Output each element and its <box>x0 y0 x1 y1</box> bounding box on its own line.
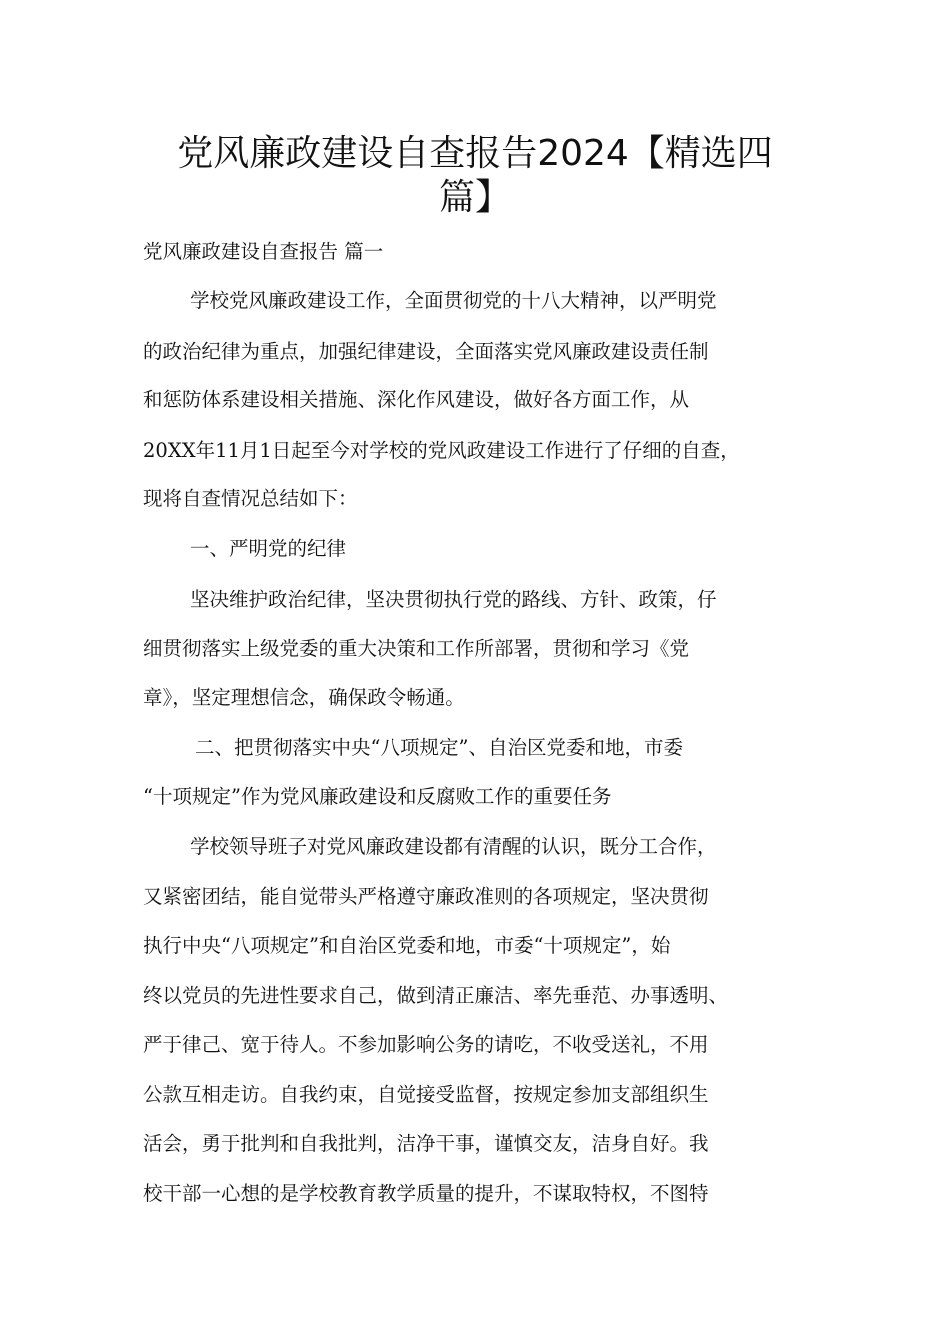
paragraph-line: 又紧密团结，能自觉带头严格遵守廉政准则的各项规定，坚决贯彻 <box>143 885 709 908</box>
section-heading: 党风廉政建设自查报告 篇一 <box>143 240 384 263</box>
paragraph-line: 现将自查情况总结如下： <box>143 487 358 510</box>
paragraph-line: 和惩防体系建设相关措施、深化作风建设，做好各方面工作，从 <box>143 388 690 411</box>
paragraph-line: 20XX年11月1日起至今对学校的党风政建设工作进行了仔细的自查， <box>143 439 740 462</box>
subsection-heading: 一、严明党的纪律 <box>190 537 347 560</box>
paragraph-line: 学校领导班子对党风廉政建设都有清醒的认识，既分工合作， <box>190 835 717 858</box>
paragraph-line: 细贯彻落实上级党委的重大决策和工作所部署，贯彻和学习《党 <box>143 637 690 660</box>
document-title-line-2: 篇】 <box>438 177 511 218</box>
paragraph-line: 活会，勇于批判和自我批判，洁净干事，谨慎交友，洁身自好。我 <box>143 1132 709 1155</box>
paragraph-line: 章》，坚定理想信念，确保政令畅通。 <box>143 686 465 709</box>
subsection-heading: 二、把贯彻落实中央“八项规定”、自治区党委和地，市委 <box>195 736 683 759</box>
paragraph-line: 的政治纪律为重点，加强纪律建设，全面落实党风廉政建设责任制 <box>143 340 709 363</box>
paragraph-line: 学校党风廉政建设工作，全面贯彻党的十八大精神，以严明党 <box>190 289 717 312</box>
paragraph-line: 公款互相走访。自我约束，自觉接受监督，按规定参加支部组织生 <box>143 1083 709 1106</box>
subsection-heading-continued: “十项规定”作为党风廉政建设和反腐败工作的重要任务 <box>143 785 612 808</box>
paragraph-line: 校干部一心想的是学校教育教学质量的提升，不谋取特权，不图特 <box>143 1182 709 1205</box>
paragraph-line: 坚决维护政治纪律，坚决贯彻执行党的路线、方针、政策，仔 <box>190 588 717 611</box>
document-title-line-1: 党风廉政建设自查报告2024【精选四 <box>177 133 773 174</box>
paragraph-line: 终以党员的先进性要求自己，做到清正廉洁、率先垂范、办事透明、 <box>143 984 729 1007</box>
paragraph-line: 执行中央“八项规定”和自治区党委和地，市委“十项规定”，始 <box>143 934 671 957</box>
paragraph-line: 严于律己、宽于待人。不参加影响公务的请吃，不收受送礼，不用 <box>143 1033 709 1056</box>
